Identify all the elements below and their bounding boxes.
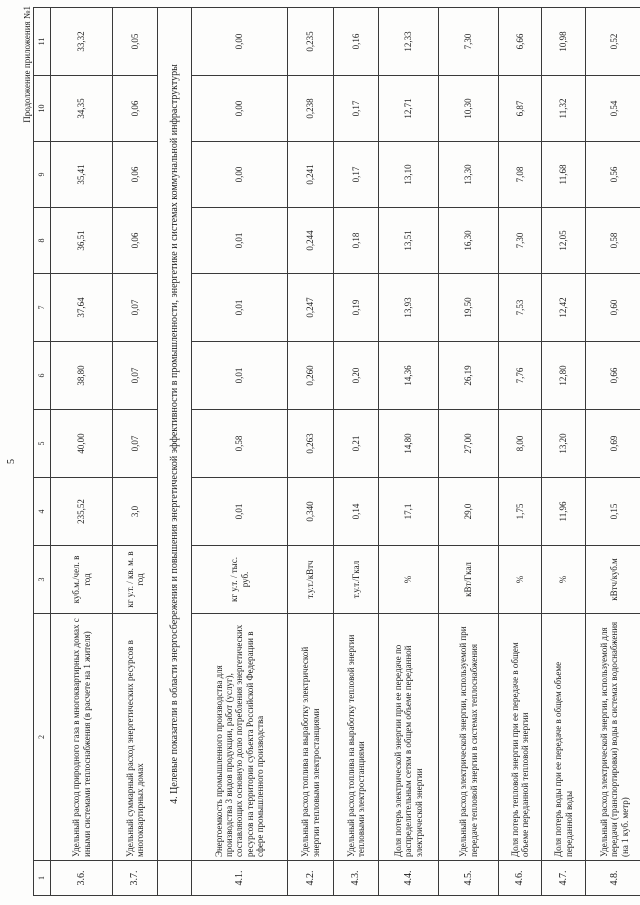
value-cell: 13,10 xyxy=(379,142,439,208)
value-cell: 7,30 xyxy=(499,208,542,274)
value-cell: 26,19 xyxy=(439,342,499,410)
value-cell: 12,80 xyxy=(542,342,586,410)
value-cell: 0,07 xyxy=(113,342,158,410)
continuation-label: Продолжение приложения №1 xyxy=(22,6,32,123)
value-cell: 3,0 xyxy=(113,478,158,546)
value-cell: 13,93 xyxy=(379,274,439,342)
row-number: 4.7. xyxy=(542,861,586,896)
value-cell: 0,01 xyxy=(192,208,288,274)
row-number: 4.5. xyxy=(439,861,499,896)
value-cell: 0,18 xyxy=(334,208,379,274)
value-cell: 0,17 xyxy=(334,76,379,142)
unit-cell: т.у.т./кВтч xyxy=(288,546,334,614)
value-cell: 0,06 xyxy=(113,142,158,208)
value-cell: 0,01 xyxy=(192,478,288,546)
header-cell: 1 xyxy=(34,861,51,896)
value-cell: 29,0 xyxy=(439,478,499,546)
unit-cell: % xyxy=(542,546,586,614)
unit-cell: кВтч/куб.м xyxy=(586,546,640,614)
unit-cell: кВт/Гкал xyxy=(439,546,499,614)
value-cell: 8,00 xyxy=(499,410,542,478)
unit-cell: кг у.т. / кв. м. в год xyxy=(113,546,158,614)
value-cell: 12,05 xyxy=(542,208,586,274)
value-cell: 0,244 xyxy=(288,208,334,274)
table-row xyxy=(379,8,439,896)
value-cell: 0,56 xyxy=(586,142,640,208)
unit-cell: % xyxy=(499,546,542,614)
value-cell: 0,07 xyxy=(113,274,158,342)
value-cell: 0,17 xyxy=(334,142,379,208)
value-cell: 0,00 xyxy=(192,8,288,76)
value-cell: 0,07 xyxy=(113,410,158,478)
section-row xyxy=(158,8,192,896)
value-cell: 0,60 xyxy=(586,274,640,342)
value-cell: 0,260 xyxy=(288,342,334,410)
value-cell: 0,16 xyxy=(334,8,379,76)
value-cell: 16,30 xyxy=(439,208,499,274)
indicator-name: Удельный расход топлива на выработку тепловой энергии тепловыми электростанциями xyxy=(334,614,379,861)
value-cell: 35,41 xyxy=(51,142,113,208)
value-cell: 11,96 xyxy=(542,478,586,546)
row-number: 4.8. xyxy=(586,861,640,896)
indicator-name: Удельный расход природного газа в многоквартирных домах с иными системами теплоснабжения (в расчете на 1 жителя) xyxy=(51,614,113,861)
indicator-name: Энергоемкость промышленного производства для производства 3 видов продукции, работ (услуг), составляющих основную долю потребления энергетических ресурсов на территории субъекта Российской Федерации в сфере промышленного производства xyxy=(192,614,288,861)
section-title: 4. Целевые показатели в области энергосбережения и повышения энергетической эффективности в промышленности, энергетике и системах коммунальной инфраструктуры xyxy=(158,8,192,861)
value-cell: 0,69 xyxy=(586,410,640,478)
value-cell: 0,15 xyxy=(586,478,640,546)
row-number: 4.3. xyxy=(334,861,379,896)
value-cell: 0,20 xyxy=(334,342,379,410)
value-cell: 0,58 xyxy=(192,410,288,478)
value-cell: 10,30 xyxy=(439,76,499,142)
value-cell: 1,75 xyxy=(499,478,542,546)
table-row xyxy=(334,8,379,896)
header-cell: 3 xyxy=(34,546,51,614)
row-number: 3.6. xyxy=(51,861,113,896)
indicator-name: Доля потерь воды при ее передаче в общем объеме переданной воды xyxy=(542,614,586,861)
value-cell: 0,21 xyxy=(334,410,379,478)
value-cell: 7,30 xyxy=(439,8,499,76)
header-cell: 2 xyxy=(34,614,51,861)
value-cell: 11,32 xyxy=(542,76,586,142)
value-cell: 0,66 xyxy=(586,342,640,410)
value-cell: 6,66 xyxy=(499,8,542,76)
table-row xyxy=(113,8,158,896)
header-row xyxy=(34,8,51,896)
value-cell: 12,71 xyxy=(379,76,439,142)
value-cell: 13,51 xyxy=(379,208,439,274)
value-cell: 0,54 xyxy=(586,76,640,142)
value-cell: 12,33 xyxy=(379,8,439,76)
value-cell: 37,64 xyxy=(51,274,113,342)
value-cell: 235,52 xyxy=(51,478,113,546)
value-cell: 0,241 xyxy=(288,142,334,208)
value-cell: 0,06 xyxy=(113,208,158,274)
indicators-table xyxy=(33,7,640,896)
header-cell: 5 xyxy=(34,410,51,478)
value-cell: 13,20 xyxy=(542,410,586,478)
page-number: 5 xyxy=(6,459,17,464)
value-cell: 11,68 xyxy=(542,142,586,208)
value-cell: 14,80 xyxy=(379,410,439,478)
header-cell: 11 xyxy=(34,8,51,76)
value-cell: 33,32 xyxy=(51,8,113,76)
value-cell: 0,00 xyxy=(192,76,288,142)
unit-cell: % xyxy=(379,546,439,614)
value-cell: 0,238 xyxy=(288,76,334,142)
value-cell: 34,35 xyxy=(51,76,113,142)
value-cell: 17,1 xyxy=(379,478,439,546)
header-cell: 9 xyxy=(34,142,51,208)
value-cell: 14,36 xyxy=(379,342,439,410)
header-cell: 7 xyxy=(34,274,51,342)
unit-cell: кг у.т. / тыс. руб. xyxy=(192,546,288,614)
value-cell: 38,80 xyxy=(51,342,113,410)
table-row xyxy=(586,8,640,896)
value-cell: 0,340 xyxy=(288,478,334,546)
header-cell: 10 xyxy=(34,76,51,142)
value-cell: 13,30 xyxy=(439,142,499,208)
indicator-name: Удельный расход электрической энергии, используемой при передаче тепловой энергии в системах теплоснабжения xyxy=(439,614,499,861)
value-cell: 0,14 xyxy=(334,478,379,546)
value-cell: 6,87 xyxy=(499,76,542,142)
table-row xyxy=(288,8,334,896)
value-cell: 0,235 xyxy=(288,8,334,76)
value-cell: 7,76 xyxy=(499,342,542,410)
table-row xyxy=(51,8,113,896)
value-cell: 19,50 xyxy=(439,274,499,342)
header-cell: 4 xyxy=(34,478,51,546)
indicator-name: Доля потерь электрической энергии при ее передаче по распределительным сетям в общем объеме переданной электрической энергии xyxy=(379,614,439,861)
indicator-name: Удельный суммарный расход энергетических ресурсов в многоквартирных домах xyxy=(113,614,158,861)
row-number: 3.7. xyxy=(113,861,158,896)
row-number: 4.6. xyxy=(499,861,542,896)
section-number-cell xyxy=(158,861,192,896)
value-cell: 27,00 xyxy=(439,410,499,478)
value-cell: 7,08 xyxy=(499,142,542,208)
unit-cell: куб.м./чел. в год xyxy=(51,546,113,614)
row-number: 4.2. xyxy=(288,861,334,896)
value-cell: 0,01 xyxy=(192,274,288,342)
header-cell: 8 xyxy=(34,208,51,274)
value-cell: 0,263 xyxy=(288,410,334,478)
value-cell: 40,00 xyxy=(51,410,113,478)
table-row xyxy=(542,8,586,896)
indicator-name: Удельный расход топлива на выработку электрической энергии тепловыми электростанциями xyxy=(288,614,334,861)
unit-cell: т.у.т./Гкал xyxy=(334,546,379,614)
value-cell: 0,00 xyxy=(192,142,288,208)
value-cell: 36,51 xyxy=(51,208,113,274)
value-cell: 12,42 xyxy=(542,274,586,342)
value-cell: 10,98 xyxy=(542,8,586,76)
row-number: 4.1. xyxy=(192,861,288,896)
value-cell: 0,52 xyxy=(586,8,640,76)
table-row xyxy=(499,8,542,896)
row-number: 4.4. xyxy=(379,861,439,896)
value-cell: 0,247 xyxy=(288,274,334,342)
indicator-name: Доля потерь тепловой энергии при ее передаче в общем объеме переданной тепловой энергии xyxy=(499,614,542,861)
value-cell: 0,58 xyxy=(586,208,640,274)
header-cell: 6 xyxy=(34,342,51,410)
table-row xyxy=(192,8,288,896)
value-cell: 0,06 xyxy=(113,76,158,142)
value-cell: 7,53 xyxy=(499,274,542,342)
indicator-name: Удельный расход электрической энергии, используемой для передачи (транспортировки) воды в системах водоснабжения (на 1 куб. метр) xyxy=(586,614,640,861)
table-row xyxy=(439,8,499,896)
value-cell: 0,01 xyxy=(192,342,288,410)
value-cell: 0,19 xyxy=(334,274,379,342)
value-cell: 0,05 xyxy=(113,8,158,76)
